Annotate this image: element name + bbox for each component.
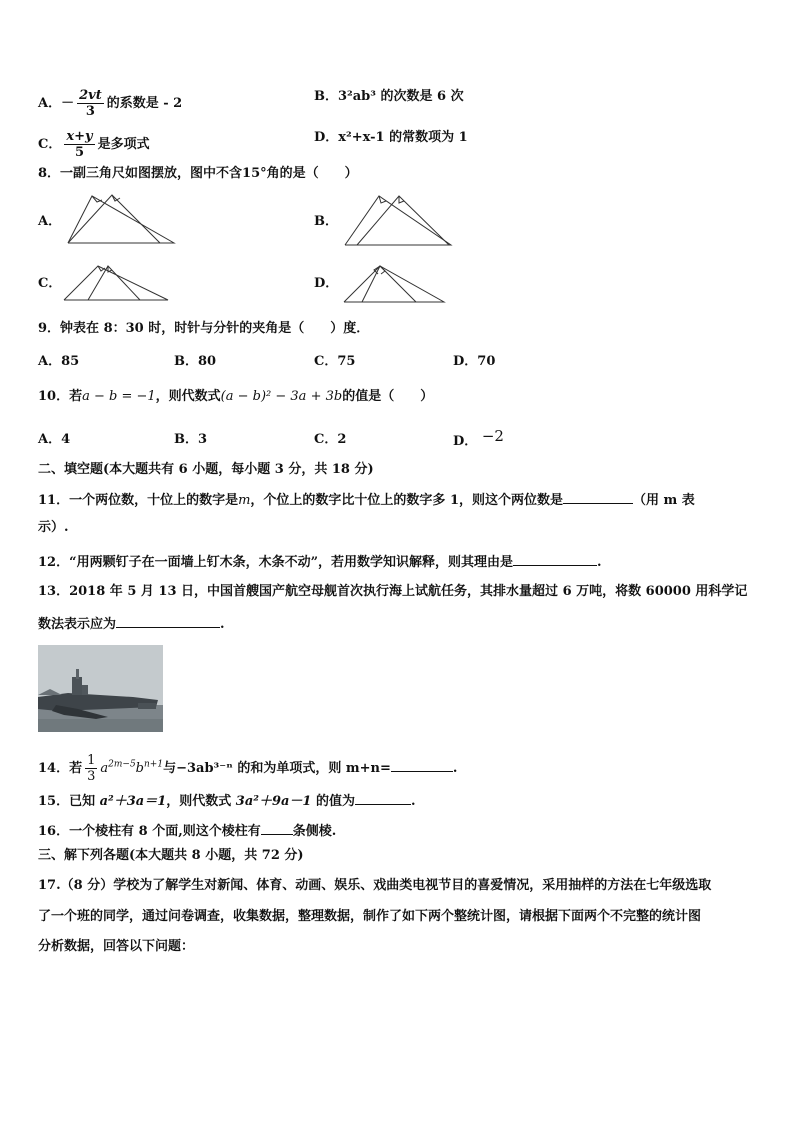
q13-answer-blank[interactable] bbox=[116, 613, 220, 628]
q13-line2: 数法表示应为 . bbox=[38, 613, 225, 634]
q8-stem: 8．一副三角尺如图摆放，图中不含15°角的是（ ） bbox=[38, 166, 358, 181]
q7-option-c: C． $\frac{x+y}{5}$ 是多项式 bbox=[38, 129, 150, 160]
q8-label-d: D． bbox=[314, 276, 339, 291]
q14-answer-blank[interactable] bbox=[391, 757, 453, 772]
aircraft-carrier-photo bbox=[38, 645, 163, 732]
q7-option-a: A．－ $\frac{2vt}{3}$ 的系数是 - 2 bbox=[38, 88, 183, 119]
q8-label-a: A． bbox=[38, 214, 62, 229]
q14-line: 14．若 $\frac{1}{3}$ $a^{2m-5}b^{n+1}$与−3ab³⁻ⁿ 的和为单项式，则 m+n= . bbox=[38, 753, 458, 784]
q16-line: 16．一个棱柱有 8 个面,则这个棱柱有 条侧棱. bbox=[38, 820, 336, 841]
q10-option-d: D． −2 bbox=[453, 427, 504, 449]
fraction-one-third: $\frac{1}{3}$ bbox=[87, 753, 96, 784]
q15-answer-blank[interactable] bbox=[355, 790, 411, 805]
q9-stem: 9．钟表在 8：30 时，时针与分针的夹角是（ ）度． bbox=[38, 321, 370, 336]
section3-heading: 三、解下列各题(本大题共 8 小题，共 72 分) bbox=[38, 848, 304, 863]
q11-answer-blank[interactable] bbox=[563, 489, 633, 504]
q16-answer-blank[interactable] bbox=[261, 820, 293, 835]
q9-option-b: B．80 bbox=[174, 354, 217, 369]
q7-option-d: D．x²+x-1 的常数项为 1 bbox=[314, 130, 468, 145]
fraction-x-plus-y-over-5: $\frac{x+y}{5}$ bbox=[66, 129, 93, 160]
q8-label-b: B． bbox=[314, 214, 338, 229]
q10-option-b: B．3 bbox=[174, 432, 208, 447]
q15-line: 15．已知 a²＋3a＝1，则代数式 3a²＋9a－1 的值为 . bbox=[38, 790, 416, 811]
q17-line2: 了一个班的同学，通过问卷调查，收集数据，整理数据，制作了如下两个整统计图，请根据下面两个不完整的统计图 bbox=[38, 909, 702, 924]
q17-line1: 17.（8 分）学校为了解学生对新闻、体育、动画、娱乐、戏曲类电视节目的喜爱情况，采用抽样的方法在七年级选取 bbox=[38, 878, 712, 893]
fraction-2vt-over-3: $\frac{2vt}{3}$ bbox=[79, 88, 102, 119]
q12-answer-blank[interactable] bbox=[513, 551, 597, 566]
q17-line3: 分析数据，回答以下问题： bbox=[38, 939, 195, 954]
q9-option-c: C．75 bbox=[314, 354, 356, 369]
q8-figure-b bbox=[341, 192, 455, 248]
q8-label-c: C． bbox=[38, 276, 62, 291]
q11-line1: 11．一个两位数，十位上的数字是m，个位上的数字比十位上的数字多 1，则这个两位数是 （用 m 表 bbox=[38, 489, 695, 510]
section2-heading: 二、填空题(本大题共有 6 小题，每小题 3 分，共 18 分) bbox=[38, 462, 374, 477]
q13-line1: 13．2018 年 5 月 13 日，中国首艘国产航空母舰首次执行海上试航任务，其排水量超过 6 万吨，将数 60000 用科学记 bbox=[38, 584, 748, 599]
q8-figure-c bbox=[60, 262, 172, 304]
q10-option-a: A．4 bbox=[38, 432, 71, 447]
q11-line2: 示）. bbox=[38, 520, 69, 535]
aircraft-carrier-image bbox=[38, 645, 163, 732]
q10-option-c: C．2 bbox=[314, 432, 347, 447]
q7-option-b: B．3²ab³ 的次数是 6 次 bbox=[314, 89, 464, 104]
q9-option-d: D．70 bbox=[453, 354, 496, 369]
q12-line: 12．“用两颗钉子在一面墙上钉木条，木条不动”，若用数学知识解释，则其理由是 . bbox=[38, 551, 602, 572]
q10-stem: 10．若a − b = −1，则代数式(a − b)² − 3a + 3b的值是（ ） bbox=[38, 389, 434, 404]
q8-figure-d bbox=[340, 262, 448, 306]
q8-figure-a bbox=[64, 192, 180, 248]
q9-option-a: A．85 bbox=[38, 354, 80, 369]
